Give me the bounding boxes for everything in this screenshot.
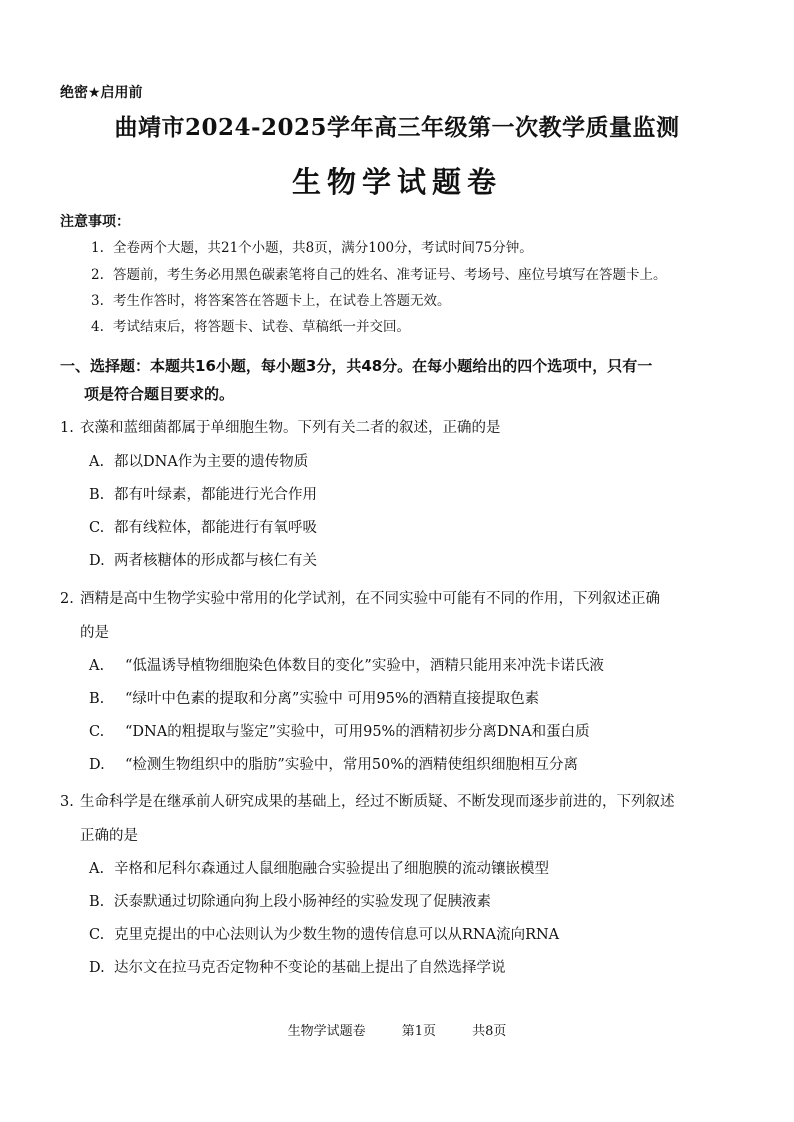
- option-text: “DNA的粗提取与鉴定”实验中，可用95%的酒精初步分离DNA和蛋白质: [125, 724, 590, 740]
- section-heading-line1: 一、选择题：本题共16小题，每小题3分，共48分。在每小题给出的四个选项中，只有一: [60, 357, 653, 375]
- option-text: 克里克提出的中心法则认为少数生物的遗传信息可以从RNA流向RNA: [114, 927, 560, 943]
- option-text: 两者核糖体的形成都与核仁有关: [114, 553, 317, 569]
- question-number: 2.: [60, 591, 74, 607]
- section-heading: [60, 352, 750, 408]
- question-1-option-d: [89, 549, 317, 570]
- option-text: “绿叶中色素的提取和分离”实验中 可用95%的酒精直接提取色素: [125, 691, 540, 707]
- question-3-stem: [60, 790, 675, 811]
- question-1-option-b: [89, 483, 317, 504]
- option-text: “检测生物组织中的脂肪”实验中，常用50%的酒精使组织细胞相互分离: [125, 757, 579, 773]
- exam-title: 曲靖市2024-2025学年高三年级第一次教学质量监测: [114, 114, 680, 141]
- option-text: 辛格和尼科尔森通过人鼠细胞融合实验提出了细胞膜的流动镶嵌模型: [114, 861, 549, 877]
- notice-item-text: 全卷两个大题，共21个小题，共8页，满分100分，考试时间75分钟。: [113, 240, 533, 256]
- question-text: 生命科学是在继承前人研究成果的基础上，经过不断质疑、不断发现而逐步前进的，下列叙述: [80, 794, 675, 810]
- exam-subtitle: 生物学试题卷: [291, 165, 502, 199]
- question-2-stem: [60, 587, 660, 608]
- option-label: C.: [89, 927, 105, 943]
- question-text: 衣藻和蓝细菌都属于单细胞生物。下列有关二者的叙述，正确的是: [80, 420, 501, 436]
- question-number: 3.: [60, 794, 74, 810]
- option-label: D.: [89, 553, 105, 569]
- question-2-option-a: [89, 654, 604, 675]
- question-3-option-b: [89, 890, 491, 911]
- question-number: 1.: [60, 420, 74, 436]
- notice-item: [91, 315, 410, 335]
- footer-total-pages: 共8页: [472, 1024, 507, 1039]
- question-3-option-d: [89, 956, 506, 977]
- notice-item: [91, 236, 533, 256]
- question-2-option-c: [89, 720, 590, 741]
- question-3-option-a: [89, 857, 549, 878]
- notice-item-text: 答题前，考生务必用黑色碳素笔将自己的姓名、准考证号、考场号、座位号填写在答题卡上。: [113, 267, 667, 283]
- option-label: B.: [89, 487, 105, 503]
- question-2-stem-continued: 的是: [80, 625, 109, 641]
- question-2-option-d: [89, 753, 578, 774]
- question-1-stem: [60, 416, 501, 437]
- notice-item-number: 1.: [91, 240, 104, 256]
- page-footer: [0, 1020, 794, 1039]
- option-label: B.: [89, 894, 105, 910]
- option-label: C.: [89, 520, 105, 536]
- option-text: 都有叶绿素，都能进行光合作用: [114, 487, 317, 503]
- notice-item: [91, 263, 667, 283]
- option-label: D.: [89, 757, 105, 773]
- notice-item-number: 2.: [91, 267, 104, 283]
- notice-item-text: 考试结束后，将答题卡、试卷、草稿纸一并交回。: [113, 319, 410, 335]
- footer-exam-name: 生物学试题卷: [287, 1024, 366, 1039]
- notice-item-number: 3.: [91, 293, 104, 309]
- option-text: 都有线粒体，都能进行有氧呼吸: [114, 520, 317, 536]
- question-1-option-c: [89, 516, 317, 537]
- notice-item: [91, 289, 451, 309]
- question-text: 酒精是高中生物学实验中常用的化学试剂，在不同实验中可能有不同的作用，下列叙述正确: [80, 591, 660, 607]
- question-3-stem-continued: 正确的是: [80, 828, 138, 844]
- notice-item-number: 4.: [91, 319, 104, 335]
- option-label: A.: [89, 454, 105, 470]
- confidential-mark: 绝密★启用前: [60, 85, 143, 101]
- option-text: 沃泰默通过切除通向狗上段小肠神经的实验发现了促胰液素: [114, 894, 491, 910]
- notice-heading: 注意事项：: [60, 214, 130, 230]
- option-text: “低温诱导植物细胞染色体数目的变化”实验中，酒精只能用来冲洗卡诺氏液: [125, 658, 604, 674]
- option-text: 达尔文在拉马克否定物种不变论的基础上提出了自然选择学说: [114, 960, 506, 976]
- option-label: D.: [89, 960, 105, 976]
- section-heading-line2: 项是符合题目要求的。: [84, 385, 235, 403]
- option-label: C.: [89, 724, 105, 740]
- question-2-option-b: [89, 687, 539, 708]
- option-label: A.: [89, 861, 105, 877]
- notice-item-text: 考生作答时，将答案答在答题卡上，在试卷上答题无效。: [113, 293, 451, 309]
- question-3-option-c: [89, 923, 559, 944]
- footer-page-number: 第1页: [401, 1024, 436, 1039]
- option-text: 都以DNA作为主要的遗传物质: [114, 454, 309, 470]
- option-label: A.: [89, 658, 105, 674]
- question-1-option-a: [89, 450, 308, 471]
- option-label: B.: [89, 691, 105, 707]
